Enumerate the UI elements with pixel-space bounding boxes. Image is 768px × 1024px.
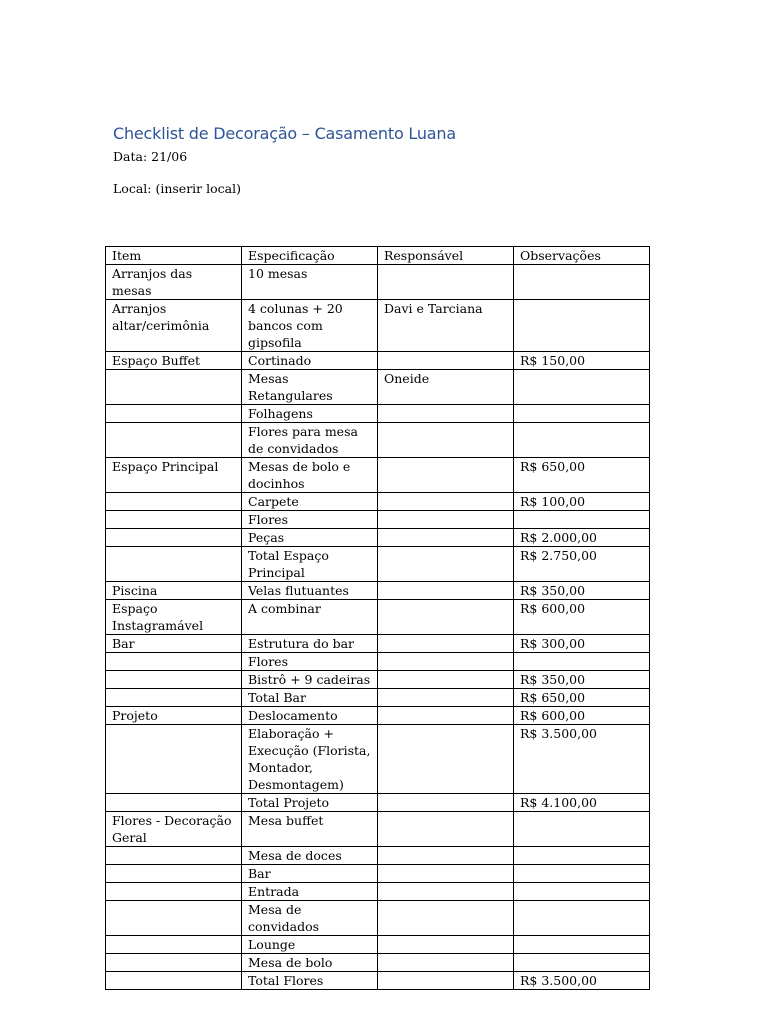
cell-item: Espaço Instagramável [106,600,242,635]
cell-especificacao: 10 mesas [242,265,378,300]
table-row [106,265,650,300]
cell-observacoes [514,300,650,352]
cell-responsavel [378,529,514,547]
cell-especificacao: Cortinado [242,352,378,370]
table-row [106,600,650,635]
cell-especificacao: Carpete [242,493,378,511]
cell-observacoes [514,865,650,883]
table-row [106,582,650,600]
cell-observacoes: R$ 300,00 [514,635,650,653]
header-cell-observacoes: Observações [514,247,650,265]
cell-observacoes: R$ 3.500,00 [514,972,650,990]
cell-observacoes [514,265,650,300]
cell-especificacao: Mesa de convidados [242,901,378,936]
cell-item [106,794,242,812]
cell-especificacao: 4 colunas + 20 bancos com gipsofila [242,300,378,352]
cell-item [106,671,242,689]
cell-observacoes [514,405,650,423]
cell-responsavel [378,972,514,990]
cell-responsavel: Oneide [378,370,514,405]
cell-observacoes [514,954,650,972]
cell-responsavel: Davi e Tarciana [378,300,514,352]
cell-responsavel [378,901,514,936]
table-row [106,352,650,370]
table-row [106,901,650,936]
cell-responsavel [378,936,514,954]
table-row [106,370,650,405]
table-row [106,635,650,653]
cell-especificacao: Flores para mesa de convidados [242,423,378,458]
cell-especificacao: Elaboração + Execução (Florista, Montador, Desmontagem) [242,725,378,794]
cell-responsavel [378,493,514,511]
table-row [106,689,650,707]
table-row [106,458,650,493]
local-line: Local: (inserir local) [113,181,241,196]
table-row [106,954,650,972]
cell-item [106,972,242,990]
cell-item: Bar [106,635,242,653]
cell-item [106,689,242,707]
header-cell-item: Item [106,247,242,265]
cell-observacoes [514,936,650,954]
table-row [106,936,650,954]
table-row [106,493,650,511]
cell-especificacao: Total Projeto [242,794,378,812]
cell-item [106,405,242,423]
cell-especificacao: Folhagens [242,405,378,423]
cell-responsavel [378,511,514,529]
cell-item: Piscina [106,582,242,600]
cell-item: Arranjos das mesas [106,265,242,300]
checklist-table [105,246,650,990]
cell-responsavel [378,725,514,794]
cell-observacoes: R$ 100,00 [514,493,650,511]
table-row [106,972,650,990]
cell-responsavel [378,847,514,865]
cell-observacoes: R$ 600,00 [514,600,650,635]
cell-especificacao: Velas flutuantes [242,582,378,600]
cell-especificacao: Mesas de bolo e docinhos [242,458,378,493]
cell-especificacao: Mesa de doces [242,847,378,865]
cell-responsavel [378,883,514,901]
cell-especificacao: Mesa de bolo [242,954,378,972]
cell-item: Espaço Principal [106,458,242,493]
cell-especificacao: Lounge [242,936,378,954]
cell-responsavel [378,423,514,458]
cell-observacoes: R$ 350,00 [514,582,650,600]
cell-responsavel [378,600,514,635]
cell-responsavel [378,707,514,725]
cell-especificacao: Mesa buffet [242,812,378,847]
cell-responsavel [378,352,514,370]
cell-especificacao: Mesas Retangulares [242,370,378,405]
date-line: Data: 21/06 [113,149,188,164]
cell-item [106,493,242,511]
table-row [106,671,650,689]
table-row [106,725,650,794]
cell-responsavel [378,671,514,689]
cell-observacoes: R$ 650,00 [514,689,650,707]
table-row [106,847,650,865]
cell-item [106,725,242,794]
cell-item [106,653,242,671]
cell-observacoes: R$ 2.000,00 [514,529,650,547]
cell-item [106,511,242,529]
table-row [106,707,650,725]
cell-responsavel [378,689,514,707]
table-row [106,423,650,458]
table-row [106,547,650,582]
cell-especificacao: Flores [242,653,378,671]
cell-observacoes [514,653,650,671]
cell-especificacao: Estrutura do bar [242,635,378,653]
cell-observacoes: R$ 150,00 [514,352,650,370]
cell-observacoes: R$ 600,00 [514,707,650,725]
cell-especificacao: Peças [242,529,378,547]
cell-especificacao: Total Espaço Principal [242,547,378,582]
cell-observacoes [514,901,650,936]
cell-item [106,370,242,405]
cell-observacoes [514,370,650,405]
table-row [106,794,650,812]
cell-item [106,423,242,458]
cell-observacoes [514,812,650,847]
table-row [106,653,650,671]
cell-especificacao: Bar [242,865,378,883]
cell-observacoes [514,511,650,529]
cell-responsavel [378,954,514,972]
cell-observacoes: R$ 650,00 [514,458,650,493]
cell-item [106,529,242,547]
table-row [106,812,650,847]
cell-item [106,883,242,901]
cell-observacoes: R$ 3.500,00 [514,725,650,794]
table-row [106,300,650,352]
cell-observacoes: R$ 350,00 [514,671,650,689]
table-row [106,405,650,423]
cell-especificacao: Entrada [242,883,378,901]
header-cell-responsavel: Responsável [378,247,514,265]
cell-item [106,936,242,954]
cell-item: Arranjos altar/cerimônia [106,300,242,352]
cell-item [106,954,242,972]
cell-especificacao: Deslocamento [242,707,378,725]
cell-especificacao: Bistrô + 9 cadeiras [242,671,378,689]
cell-responsavel [378,653,514,671]
cell-especificacao: Total Flores [242,972,378,990]
table-header-row [106,247,650,265]
cell-item: Projeto [106,707,242,725]
cell-item: Espaço Buffet [106,352,242,370]
cell-item: Flores - Decoração Geral [106,812,242,847]
cell-observacoes [514,423,650,458]
cell-especificacao: Flores [242,511,378,529]
cell-responsavel [378,405,514,423]
cell-observacoes [514,883,650,901]
cell-responsavel [378,265,514,300]
cell-responsavel [378,582,514,600]
table-row [106,511,650,529]
header-cell-especificacao: Especificação [242,247,378,265]
cell-responsavel [378,794,514,812]
cell-responsavel [378,547,514,582]
table-row [106,865,650,883]
cell-observacoes [514,847,650,865]
cell-item [106,865,242,883]
cell-responsavel [378,635,514,653]
cell-especificacao: A combinar [242,600,378,635]
table-row [106,529,650,547]
cell-responsavel [378,865,514,883]
document-title: Checklist de Decoração – Casamento Luana [113,124,456,143]
cell-item [106,901,242,936]
cell-observacoes: R$ 2.750,00 [514,547,650,582]
table-row [106,883,650,901]
cell-especificacao: Total Bar [242,689,378,707]
cell-observacoes: R$ 4.100,00 [514,794,650,812]
cell-item [106,547,242,582]
cell-responsavel [378,458,514,493]
cell-responsavel [378,812,514,847]
cell-item [106,847,242,865]
